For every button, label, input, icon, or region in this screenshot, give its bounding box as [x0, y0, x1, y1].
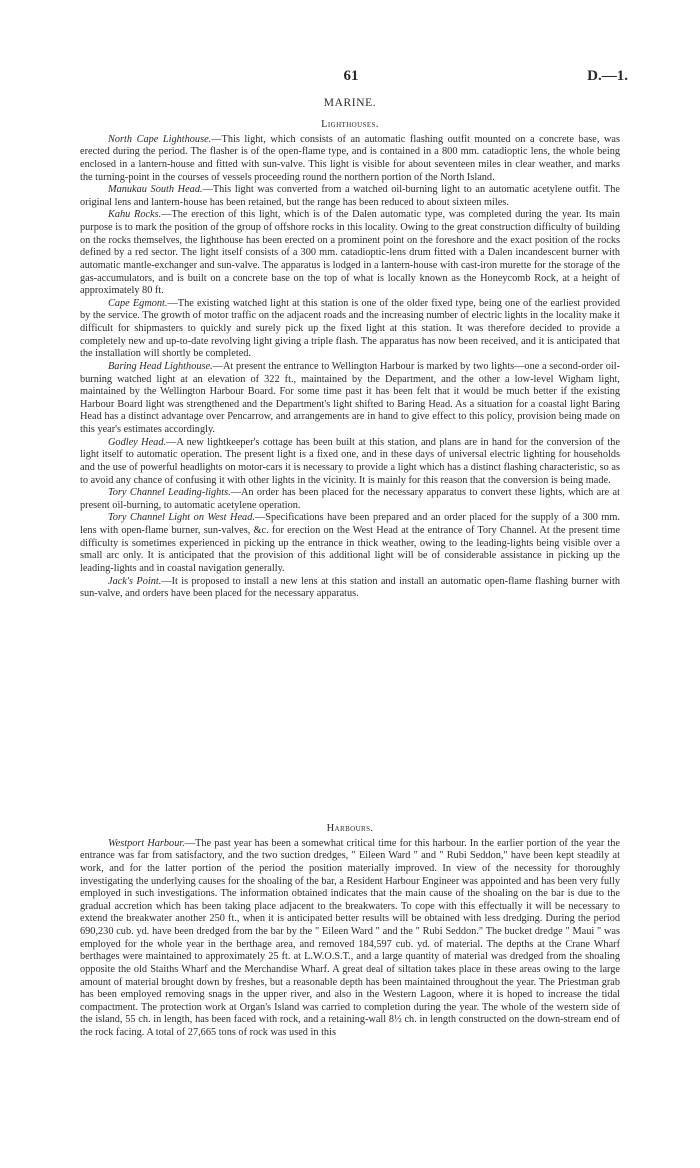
paragraph-title: Jack's Point.: [108, 575, 162, 587]
paragraph-cape-egmont: [80, 298, 620, 361]
paragraph-title: Baring Head Lighthouse.: [108, 360, 213, 372]
paragraph-title: Kahu Rocks.: [108, 209, 162, 221]
paragraph-text: —Specifications have been prepared and an order placed for the supply of a 300 mm. lens with open-flame burner, sun-valves, &c. for erection on the West Head at the entrance of Tory Channel. At the present time difficulty is sometimes experienced in picking up the entrance in thick weather, owing to the leading-lights being visible over a small arc only. It is anticipated that the provision of this additional light will be of considerable assistance in picking up the leading-lights and in coastal navigation generally.: [80, 512, 620, 574]
paragraph-text: —At present the entrance to Wellington Harbour is marked by two lights—one a second-order oil-burning watched light at an elevation of 322 ft., maintained by the Department, and the other a low-level Wigham light, maintained by the Wellington Harbour Board. For some time past it has been felt that it would be much better if the existing Harbour Board light was strengthened and the Department's light shifted to Baring Head. As a situation for a coastal light Baring Head has a distinct advantage over Pencarrow, and arrangements are in hand to give effect to this policy, provision being made on this year's estimates accordingly.: [80, 360, 620, 435]
paragraph-westport-harbour: [80, 838, 620, 1040]
paragraph-title: Manukau South Head.: [108, 184, 203, 196]
paragraph-north-cape: [80, 134, 620, 185]
paragraph-title: North Cape Lighthouse.: [108, 133, 212, 145]
paragraph-text: —A new lightkeeper's cottage has been built at this station, and plans are in hand for the conversion of the light itself to automatic operation. The present light is a fixed one, and in these days of universal electric lighting for households and the use of powerful headlights on motor-cars it is necessary to provide a light which has a distinct flashing characteristic, so as to avoid any chance of confusing it with other lights in the vicinity. It is mainly for this reason that the conversion is being made.: [80, 436, 620, 486]
paragraph-godley-head: [80, 437, 620, 488]
paragraph-text: —The erection of this light, which is of the Dalen automatic type, was completed during the year. Its main purpose is to mark the position of the group of offshore rocks in this locality. Owing to the great construction difficulty of building on the rocks themselves, the lighthouse has been erected on a prominent point on the foreshore and the exact position of the rocks defined by a red sector. The light itself consists of a 300 mm. catadioptic-lens drum fitted with a Dalen incandescent burner with automatic mantle-exchanger and sun-valve. The apparatus is lodged in a lantern-house with cast-iron murette for the storage of the gas-accumulators, and is built on a concrete base on the top of what is locally known as the Honeycomb Rock, at a height of approximately 80 ft.: [80, 209, 620, 297]
paragraph-text: —It is proposed to install a new lens at this station and install an automatic open-flame flashing burner with sun-valve, and orders have been placed for the necessary apparatus.: [80, 575, 620, 600]
paragraph-title: Tory Channel Leading-lights.: [108, 487, 231, 499]
paragraph-text: —An order has been placed for the necessary apparatus to convert these lights, which are at present oil-burning, to automatic acetylene operation.: [80, 487, 620, 511]
paragraph-tory-channel-leading-lights: [80, 487, 620, 512]
paragraph-title: Cape Egmont.: [108, 297, 168, 309]
paragraph-text: —This light, which consists of an automatic flashing outfit mounted on a concrete base, was erected during the period. The flasher is of the open-flame type, and is contained in a 800 mm. catadioptic lens, the whole being enclosed in a lantern-house and fitted with sun-valve. This light is visible for about seventeen miles in clear weather, and marks the turning-point in the courses of vessels proceeding round the northern portion of the North Island.: [80, 133, 620, 183]
paragraph-title: Godley Head.: [108, 436, 167, 448]
harbours-heading: Harbours.: [326, 823, 374, 834]
section-title-marine: MARINE.: [323, 97, 377, 109]
lighthouses-section: [80, 119, 620, 601]
page-number: 61: [343, 68, 359, 84]
paragraph-text: —The existing watched light at this station is one of the older fixed type, being one of the earliest provided by the service. The growth of motor traffic on the adjacent roads and the increasing number of electric lights in the locality make it difficult for shipmasters to quickly and surely pick up the fixed light at this station. It was therefore decided to provide a completely new and up-to-date revolving light giving a triple flash. The apparatus has now been received, and it is anticipated that the installation will shortly be completed.: [80, 297, 620, 360]
harbours-section: [80, 823, 620, 1040]
paragraph-tory-channel-west-head: [80, 512, 620, 575]
paragraph-text: —The past year has been a somewhat critical time for this harbour. In the earlier portion of the year the entrance was far from satisfactory, and the two suction dredges, " Eileen Ward " and " Rubi Seddon," have been kept steadily at work, and for the latter portion of the period the position materially improved. In view of the necessity for thoroughly investigating the underlying causes for the shoaling of the bar, a Resident Harbour Engineer was appointed and has been very fully employed in such investigations. The information obtained indicates that the main cause of the shoaling on the bar is due to the gradual accretion which has been taking place adjacent to the breakwaters. To cope with this effectually it will be necessary to extend the breakwater another 250 ft., when it is anticipated better results will be obtained with less dredging. During the period 690,230 cub. yd. have been dredged from the bar by the " Eileen Ward " and the " Rubi Seddon." The bucket dredge " Maui " was employed for the whole year in the berthage area, and removed 184,597 cub. yd. of material. The depths at the Crane Wharf berthages were maintained to approximately 25 ft. at L.W.O.S.T., and a large quantity of material was dredged from the shoaling opposite the old Staiths Wharf and the Merchandise Wharf. A great deal of siltation takes place in these areas owing to the large amount of material brought down by freshes, but a reasonable depth has been maintained throughout the year. The Priestman grab has been employed removing snags in the upper river, and also in the Western Lagoon, where it is hoped to increase the tidal compactment. The protection work at Organ's Island was carried to completion during the year. The whole of the western side of the island, 55 ch. in length, has been faced with rock, and a retaining-wall 8½ ch. in length constructed on the down-stream end of the rock facing. A total of 27,665 tons of rock was used in this: [80, 837, 620, 1038]
paragraph-title: Tory Channel Light on West Head.: [108, 512, 255, 524]
paragraph-baring-head: [80, 361, 620, 437]
paragraph-kahu-rocks: [80, 209, 620, 297]
document-reference: D.—1.: [587, 68, 628, 84]
paragraph-text: —This light was converted from a watched oil-burning light to an automatic acetylene outfit. The original lens and lantern-house has been retained, but the range has been reduced to about sixteen miles.: [80, 184, 620, 208]
lighthouses-heading: Lighthouses.: [321, 119, 379, 130]
paragraph-manukau-south-head: [80, 184, 620, 209]
paragraph-jacks-point: [80, 576, 620, 601]
paragraph-title: Westport Harbour.: [108, 837, 185, 849]
